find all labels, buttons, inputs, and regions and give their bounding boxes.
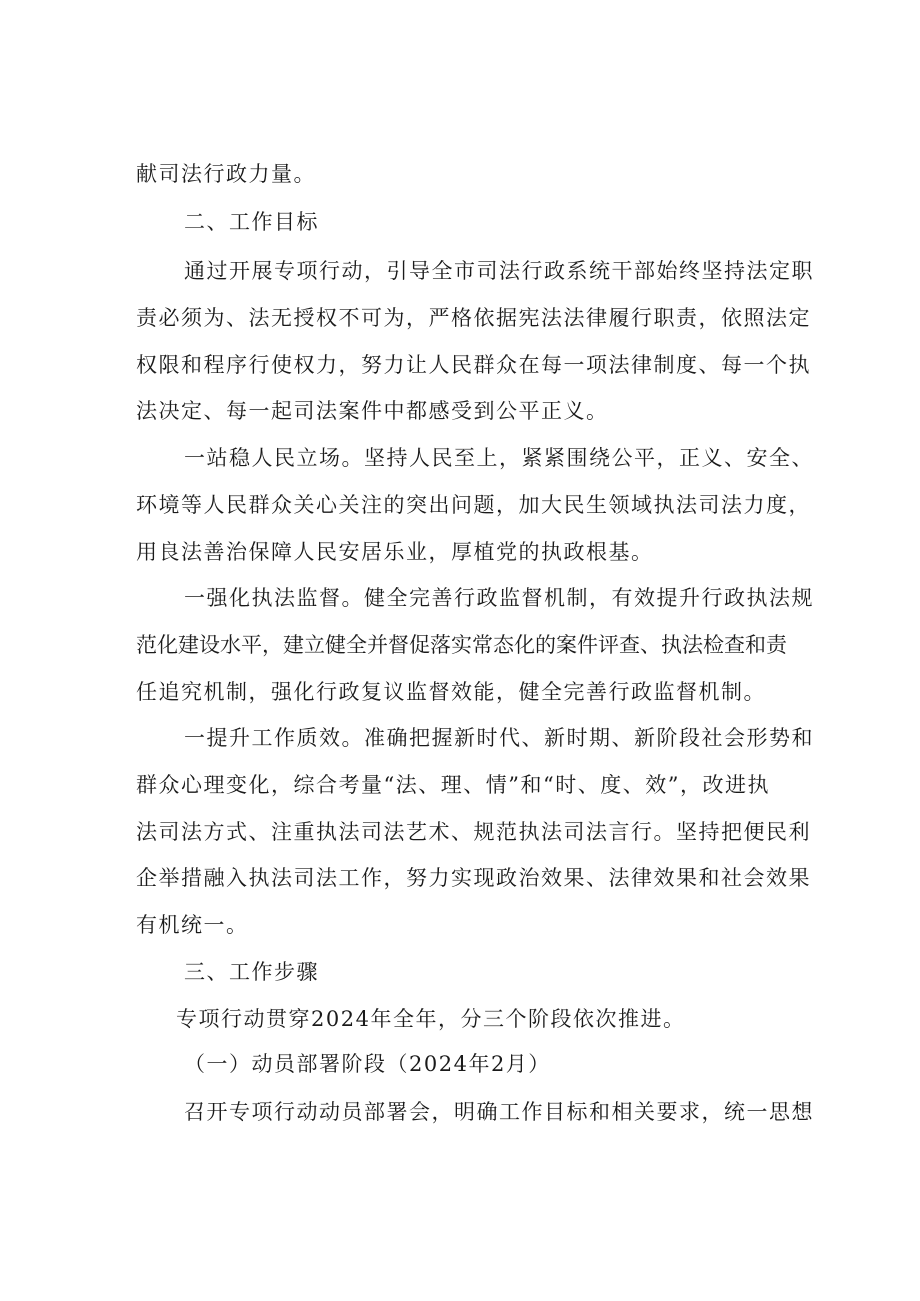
paragraph-line: 一站稳人民立场。坚持人民至上，紧紧围绕公平，正义、安全、	[184, 446, 814, 470]
paragraph-line: 责必须为、法无授权不可为，严格依据宪法法律履行职责，依照法定	[136, 306, 811, 330]
paragraph-line: 法决定、每一起司法案件中都感受到公平正义。	[136, 399, 609, 423]
subsection-heading: （一）动员部署阶段（2024年2月）	[184, 1052, 551, 1076]
paragraph-line: 用良法善治保障人民安居乐业，厚植党的执政根基。	[136, 540, 654, 564]
paragraph-line: 一提升工作质效。准确把握新时代、新时期、新阶段社会形势和	[184, 726, 814, 750]
paragraph-line: 专项行动贯穿2024年全年，分三个阶段依次推进。	[176, 1007, 686, 1031]
paragraph-line: 群众心理变化，综合考量“法、理、情”和“时、度、效”，改进执	[136, 773, 770, 797]
paragraph-line: 企举措融入执法司法工作，努力实现政治效果、法律效果和社会效果	[136, 866, 811, 890]
section-heading: 三、工作步骤	[184, 960, 319, 984]
paragraph-line: 环境等人民群众关心关注的突出问题，加大民生领域执法司法力度，	[136, 493, 811, 517]
paragraph-line: 任追究机制，强化行政复议监督效能，健全完善行政监督机制。	[136, 680, 766, 704]
paragraph-line: 一强化执法监督。健全完善行政监督机制，有效提升行政执法规	[184, 586, 814, 610]
paragraph-line: 召开专项行动动员部署会，明确工作目标和相关要求，统一思想	[184, 1100, 814, 1124]
paragraph-line: 法司法方式、注重执法司法艺术、规范执法司法言行。坚持把便民利	[136, 820, 811, 844]
paragraph-line: 通过开展专项行动，引导全市司法行政系统干部始终坚持法定职	[184, 259, 814, 283]
paragraph-line: 范化建设水平，建立健全并督促落实常态化的案件评查、执法检查和责	[136, 633, 787, 657]
paragraph-line: 有机统一。	[136, 913, 249, 937]
paragraph-line: 献司法行政力量。	[136, 162, 316, 186]
section-heading: 二、工作目标	[184, 210, 319, 234]
paragraph-line: 权限和程序行使权力，努力让人民群众在每一项法律制度、每一个执	[136, 353, 811, 377]
